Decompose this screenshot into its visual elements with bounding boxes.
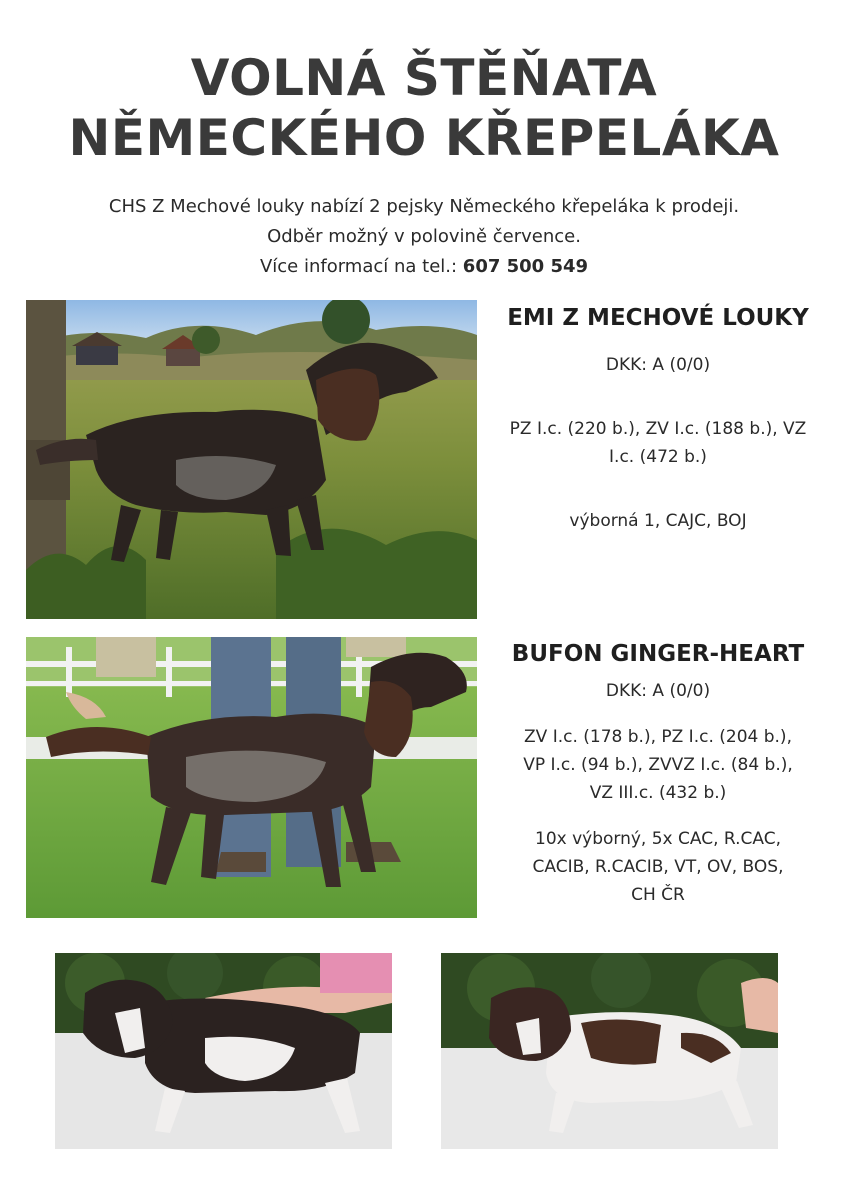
dog-bufon-image <box>26 637 477 918</box>
dog-info-bufon <box>484 639 832 909</box>
contact-label: Více informací na tel.: <box>259 256 458 277</box>
exams-bufon-1: ZV I.c. (178 b.), PZ I.c. (204 b.), <box>524 727 792 747</box>
dog-name-bufon: BUFON GINGER-HEART <box>511 641 805 667</box>
puppy-1-image <box>55 953 392 1149</box>
photo-bufon <box>26 637 477 918</box>
title-line-1: VOLNÁ ŠTĚŇATA <box>190 49 658 107</box>
photo-puppy-1 <box>55 953 392 1149</box>
photo-puppy-2 <box>441 953 778 1149</box>
dkk-bufon: DKK: A (0/0) <box>605 681 711 701</box>
dog-info-emi <box>484 303 832 535</box>
intro-line-3 <box>0 252 848 282</box>
exams-emi-2: I.c. (472 b.) <box>609 447 707 467</box>
dog-name-emi: EMI Z MECHOVÉ LOUKY <box>507 305 809 331</box>
phone-number: 607 500 549 <box>462 256 589 277</box>
exams-bufon-3: VZ III.c. (432 b.) <box>589 783 727 803</box>
puppy-2-image <box>441 953 778 1149</box>
intro-text <box>0 192 848 282</box>
title-line-2: NĚMECKÉHO KŘEPELÁKA <box>68 109 780 167</box>
shows-bufon-1: 10x výborný, 5x CAC, R.CAC, <box>535 829 781 849</box>
exams-emi-1: PZ I.c. (220 b.), ZV I.c. (188 b.), VZ <box>509 419 807 439</box>
shows-bufon-2: CACIB, R.CACIB, VT, OV, BOS, <box>532 857 784 877</box>
intro-line-1: CHS Z Mechové louky nabízí 2 pejsky Německého křepeláka k prodeji. <box>108 196 740 217</box>
shows-emi-1: výborná 1, CAJC, BOJ <box>569 511 747 531</box>
exams-bufon-2: VP I.c. (94 b.), ZVVZ I.c. (84 b.), <box>523 755 793 775</box>
photo-emi <box>26 300 477 619</box>
dog-emi-image <box>26 300 477 619</box>
shows-bufon-3: CH ČR <box>631 885 685 905</box>
page-title <box>0 48 848 168</box>
intro-line-2: Odběr možný v polovině července. <box>267 226 581 247</box>
dkk-emi: DKK: A (0/0) <box>605 355 711 375</box>
